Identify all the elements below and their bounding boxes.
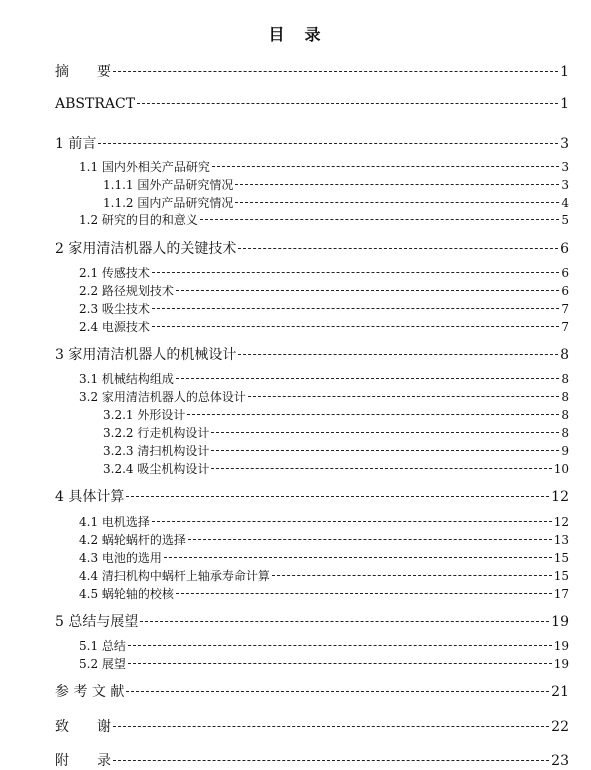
- leader-dots: [98, 143, 558, 144]
- toc-entry-page: 4: [561, 196, 569, 210]
- toc-entry-label: 4.1 电机选择: [79, 515, 150, 529]
- toc-entry-page: 3: [561, 160, 569, 174]
- toc-entry-chapter-4[interactable]: [55, 486, 569, 506]
- toc-entry-1-1-1[interactable]: [103, 176, 569, 193]
- leader-dots: [113, 71, 558, 72]
- toc-entry-label: ABSTRACT: [55, 96, 136, 112]
- toc-entry-4-3[interactable]: [79, 549, 569, 566]
- toc-entry-page: 7: [561, 302, 569, 316]
- toc-entry-references[interactable]: [55, 681, 569, 701]
- toc-entry-page: 19: [553, 639, 569, 653]
- toc-entry-chapter-5[interactable]: [55, 611, 569, 631]
- toc-entry-page: 15: [553, 569, 569, 583]
- leader-dots: [238, 248, 558, 249]
- leader-dots: [235, 202, 559, 203]
- leader-dots: [128, 663, 552, 664]
- toc-title: 目 录: [268, 25, 323, 44]
- toc-entry-label: 3.2.1 外形设计: [103, 408, 186, 422]
- toc-entry-page: 9: [561, 444, 569, 458]
- toc-entry-page: 6: [560, 241, 569, 257]
- toc-entry-page: 3: [561, 178, 569, 192]
- toc-entry-label: 4 具体计算: [55, 489, 125, 505]
- toc-entry-label: 1.1 国内外相关产品研究: [79, 160, 210, 174]
- leader-dots: [152, 308, 559, 309]
- leader-dots: [137, 103, 558, 104]
- toc-entry-chapter-1[interactable]: [55, 133, 569, 153]
- toc-entry-label: 1.2 研究的目的和意义: [79, 213, 198, 227]
- toc-entry-label: 2.4 电源技术: [79, 320, 150, 334]
- leader-dots: [212, 166, 559, 167]
- toc-entry-label: 4.5 蜗轮轴的校核: [79, 587, 174, 601]
- leader-dots: [152, 326, 559, 327]
- toc-entry-label: 附 录: [55, 753, 111, 769]
- toc-entry-4-4[interactable]: [79, 567, 569, 584]
- toc-entry-label: 1.1.2 国内产品研究情况: [103, 196, 234, 210]
- toc-entry-5-1[interactable]: [79, 637, 569, 654]
- leader-dots: [211, 468, 551, 469]
- toc-entry-page: 8: [561, 426, 569, 440]
- toc-entry-label: 4.3 电池的选用: [79, 551, 162, 565]
- leader-dots: [238, 354, 558, 355]
- toc-entry-page: 8: [561, 372, 569, 386]
- leader-dots: [272, 575, 552, 576]
- toc-entry-2-3[interactable]: [79, 300, 569, 317]
- toc-entry-abstract-cn[interactable]: [55, 61, 569, 81]
- toc-entry-3-2-2[interactable]: [103, 424, 569, 441]
- toc-entry-label: 2.2 路径规划技术: [79, 284, 174, 298]
- toc-entry-page: 5: [561, 213, 569, 227]
- toc-entry-page: 8: [561, 390, 569, 404]
- toc-entry-chapter-2[interactable]: [55, 238, 569, 258]
- toc-entry-2-4[interactable]: [79, 318, 569, 335]
- toc-entry-4-2[interactable]: [79, 531, 569, 548]
- leader-dots: [235, 184, 559, 185]
- toc-entry-1-1[interactable]: [79, 158, 569, 175]
- toc-entry-label: 5.1 总结: [79, 639, 126, 653]
- leader-dots: [176, 593, 552, 594]
- toc-entry-page: 19: [551, 614, 569, 630]
- toc-entry-4-5[interactable]: [79, 585, 569, 602]
- toc-entry-chapter-3[interactable]: [55, 344, 569, 364]
- toc-entry-label: 摘 要: [55, 64, 111, 80]
- toc-entry-page: 12: [553, 515, 569, 529]
- leader-dots: [164, 557, 552, 558]
- leader-dots: [152, 521, 552, 522]
- toc-entry-label: 致 谢: [55, 719, 111, 735]
- toc-entry-label: 4.2 蜗轮蜗杆的选择: [79, 533, 186, 547]
- leader-dots: [140, 621, 549, 622]
- leader-dots: [113, 760, 549, 761]
- leader-dots: [200, 219, 559, 220]
- leader-dots: [126, 691, 549, 692]
- toc-entry-2-1[interactable]: [79, 264, 569, 281]
- toc-entry-3-1[interactable]: [79, 370, 569, 387]
- leader-dots: [152, 272, 559, 273]
- toc-entry-1-1-2[interactable]: [103, 194, 569, 211]
- toc-entry-label: 2.3 吸尘技术: [79, 302, 150, 316]
- toc-entry-label: 3.2.2 行走机构设计: [103, 426, 210, 440]
- toc-entry-appendix[interactable]: [55, 750, 569, 770]
- toc-entry-page: 15: [553, 551, 569, 565]
- leader-dots: [188, 539, 552, 540]
- toc-entry-label: 3.2 家用清洁机器人的总体设计: [79, 390, 246, 404]
- toc-entry-label: 3.1 机械结构组成: [79, 372, 174, 386]
- toc-entry-page: 13: [553, 533, 569, 547]
- toc-entry-label: 5.2 展望: [79, 657, 126, 671]
- toc-entry-label: 3 家用清洁机器人的机械设计: [55, 347, 237, 363]
- toc-entry-page: 21: [551, 684, 569, 700]
- toc-entry-label: 4.4 清扫机构中蜗杆上轴承寿命计算: [79, 569, 270, 583]
- leader-dots: [128, 645, 552, 646]
- toc-entry-label: 2.1 传感技术: [79, 266, 150, 280]
- toc-entry-label: 参 考 文 献: [55, 684, 125, 700]
- leader-dots: [187, 414, 559, 415]
- leader-dots: [211, 450, 559, 451]
- toc-entry-page: 17: [553, 587, 569, 601]
- leader-dots: [176, 290, 559, 291]
- toc-entry-page: 19: [553, 657, 569, 671]
- toc-entry-2-2[interactable]: [79, 282, 569, 299]
- toc-entry-label: 1 前言: [55, 136, 97, 152]
- toc-entry-page: 6: [561, 284, 569, 298]
- leader-dots: [126, 496, 549, 497]
- toc-entry-page: 8: [561, 408, 569, 422]
- toc-entry-label: 3.2.4 吸尘机构设计: [103, 462, 210, 476]
- toc-entry-label: 5 总结与展望: [55, 614, 139, 630]
- toc-entry-acknowledgements[interactable]: [55, 716, 569, 736]
- toc-entry-page: 22: [551, 719, 569, 735]
- toc-entry-5-2[interactable]: [79, 655, 569, 672]
- leader-dots: [248, 396, 559, 397]
- toc-entry-page: 8: [560, 347, 569, 363]
- toc-entry-3-2-3[interactable]: [103, 442, 569, 459]
- toc-entry-page: 7: [561, 320, 569, 334]
- toc-entry-1-2[interactable]: [79, 211, 569, 228]
- toc-entry-label: 3.2.3 清扫机构设计: [103, 444, 210, 458]
- toc-entry-page: 10: [553, 462, 569, 476]
- toc-entry-page: 1: [560, 96, 569, 112]
- toc-entry-label: 1.1.1 国外产品研究情况: [103, 178, 234, 192]
- toc-entry-page: 23: [551, 753, 569, 769]
- toc-entry-3-2-4[interactable]: [103, 460, 569, 477]
- toc-entry-abstract-en[interactable]: [55, 96, 569, 112]
- toc-entry-page: 6: [561, 266, 569, 280]
- toc-entry-page: 12: [551, 489, 569, 505]
- toc-entry-page: 3: [560, 136, 569, 152]
- toc-entry-4-1[interactable]: [79, 513, 569, 530]
- toc-entry-3-2[interactable]: [79, 388, 569, 405]
- leader-dots: [113, 726, 549, 727]
- toc-entry-label: 2 家用清洁机器人的关键技术: [55, 241, 237, 257]
- toc-entry-3-2-1[interactable]: [103, 406, 569, 423]
- toc-entry-page: 1: [560, 64, 569, 80]
- leader-dots: [176, 378, 559, 379]
- leader-dots: [211, 432, 559, 433]
